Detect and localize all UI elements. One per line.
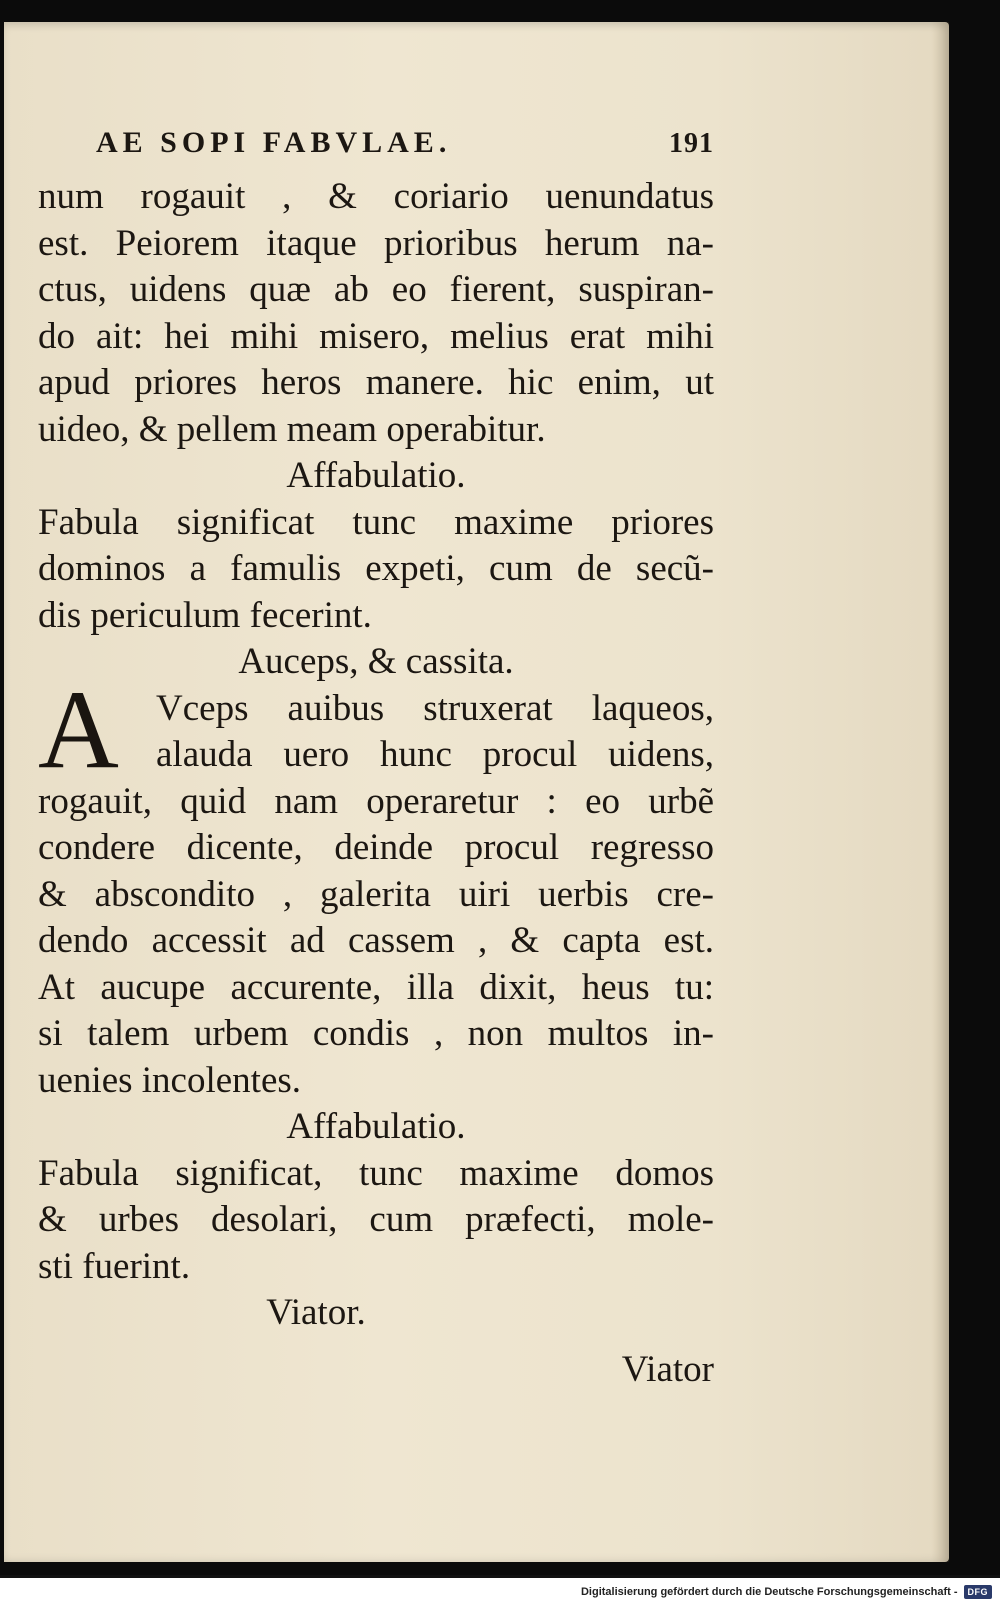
text-line: si talem urbem condis , non multos in- bbox=[38, 1013, 714, 1054]
moral-paragraph bbox=[38, 500, 714, 640]
text-line: dendo accessit ad cassem , & capta est. bbox=[38, 920, 714, 961]
text-block bbox=[38, 120, 714, 1397]
section-heading-affabulatio: Affabulatio. bbox=[286, 1106, 466, 1147]
text-line: apud priores heros manere. hic enim, ut bbox=[38, 362, 714, 403]
paragraph-continuation bbox=[38, 174, 714, 453]
text-line: Fabula significat, tunc maxime domos bbox=[38, 1152, 714, 1194]
text-line: Fabula significat tunc maxime priores bbox=[38, 501, 714, 543]
text-line: Vceps auibus struxerat laqueos, bbox=[156, 687, 714, 729]
section-heading-affabulatio: Affabulatio. bbox=[286, 455, 466, 496]
page-number: 191 bbox=[669, 128, 714, 159]
text-line: uenies incolentes. bbox=[38, 1059, 302, 1101]
text-line: dominos a famulis expeti, cum de secũ- bbox=[38, 548, 714, 589]
text-line: At aucupe accurente, illa dixit, heus tu: bbox=[38, 966, 714, 1008]
text-line: condere dicente, deinde procul regresso bbox=[38, 827, 714, 868]
running-head-title: AE SOPI FABVLAE. bbox=[96, 126, 452, 159]
text-line: est. Peiorem itaque prioribus herum na- bbox=[38, 222, 714, 264]
drop-cap-initial: A bbox=[38, 667, 119, 792]
running-head bbox=[38, 120, 714, 174]
digitization-footer bbox=[0, 1578, 1000, 1605]
catchword: Viator bbox=[621, 1348, 714, 1390]
book-page bbox=[4, 22, 949, 1562]
fable-title: Auceps, & cassita. bbox=[238, 641, 514, 682]
fable-paragraph bbox=[38, 779, 714, 1105]
text-line: do ait: hei mihi misero, melius erat mihi bbox=[38, 315, 714, 357]
footer-credit-text: Digitalisierung gefördert durch die Deutsche Forschungsgemeinschaft - bbox=[580, 1585, 958, 1598]
text-line: dis periculum fecerint. bbox=[38, 594, 372, 636]
fable-title: Viator. bbox=[266, 1292, 366, 1333]
text-line: alauda uero hunc procul uidens, bbox=[156, 734, 714, 775]
text-line: num rogauit , & coriario uenundatus bbox=[38, 176, 714, 217]
text-line: ctus, uidens quæ ab eo fierent, suspiran- bbox=[38, 269, 714, 310]
text-line: sti fuerint. bbox=[38, 1245, 191, 1287]
text-line: rogauit, quid nam operaretur : eo urbẽ bbox=[38, 780, 714, 822]
drop-cap-paragraph bbox=[38, 667, 714, 792]
moral-paragraph bbox=[38, 1151, 714, 1291]
dfg-logo: DFG bbox=[964, 1585, 993, 1599]
text-line: & abscondito , galerita uiri uerbis cre- bbox=[38, 873, 714, 915]
text-line: & urbes desolari, cum præfecti, mole- bbox=[38, 1199, 714, 1240]
text-line: uideo, & pellem meam operabitur. bbox=[38, 408, 546, 450]
